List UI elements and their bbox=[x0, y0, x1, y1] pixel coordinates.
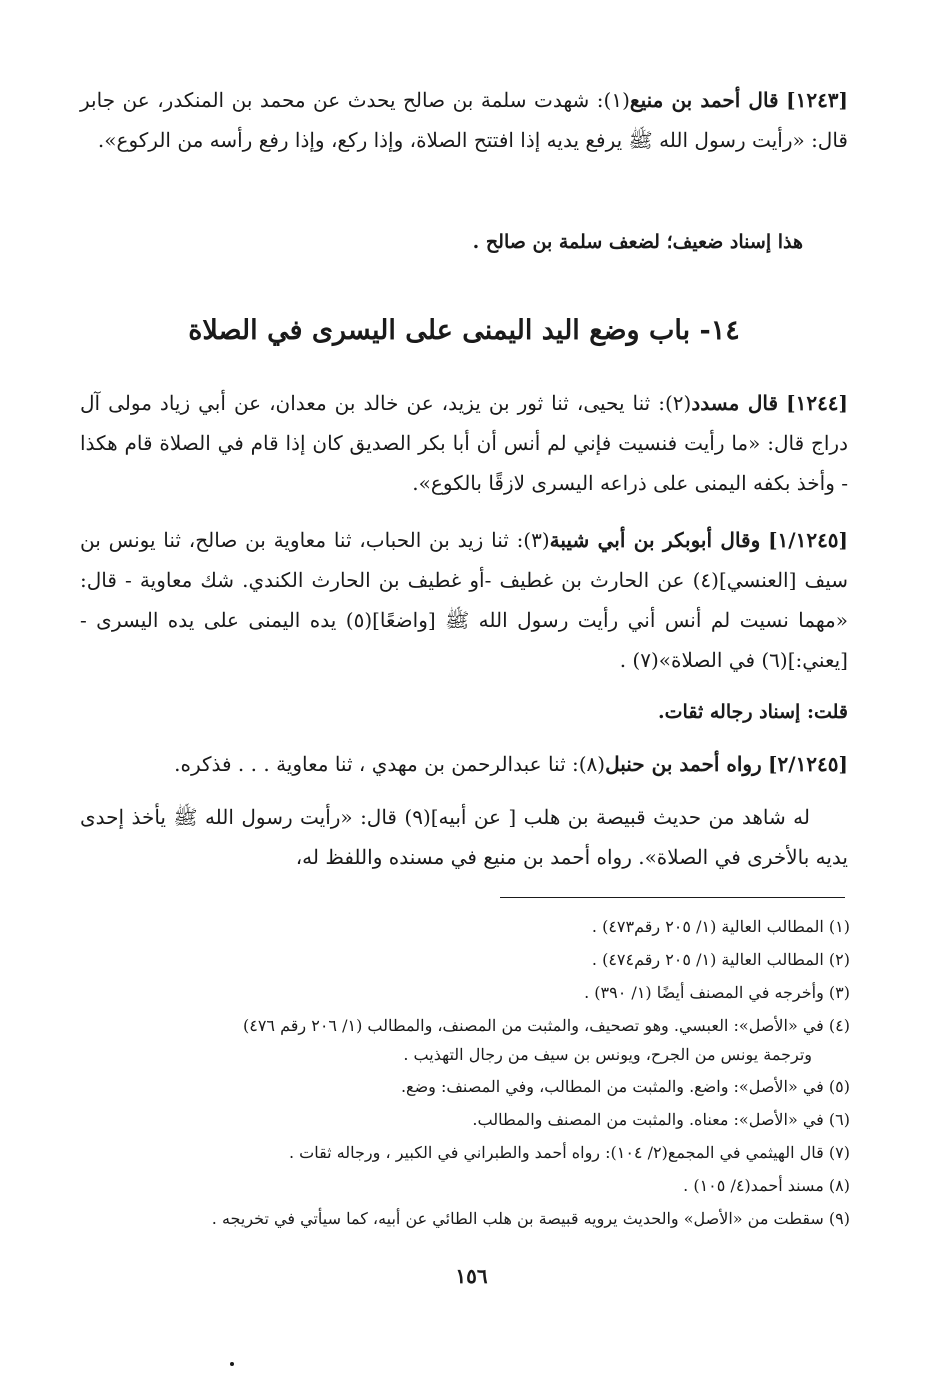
hadith-text: (٢): ثنا يحيى، ثنا ثور بن يزيد، عن خالد بن معدان، عن أبي زياد مولى آل دراج قال: «ما رأيت فنسيت فإني لم أنس أن أبا بكر الصديق كان إذا قام في الصلاة قام هكذا - وأخذ بكفه اليمنى على ذراعه اليسرى لازقًا بالكوع». bbox=[80, 391, 848, 495]
footnote-8: (٨) مسند أحمد(٤/ ١٠٥) . bbox=[683, 1176, 850, 1195]
footnote-7: (٧) قال الهيثمي في المجمع(٢/ ١٠٤): رواه أحمد والطبراني في الكبير ، ورجاله ثقات . bbox=[288, 1143, 850, 1162]
hadith-text: (٨): ثنا عبدالرحمن بن مهدي ، ثنا معاوية . . . فذكره. bbox=[174, 752, 606, 776]
hadith-text: (١): شهدت سلمة بن صالح يحدث عن محمد بن المنكدر، عن جابر قال: «رأيت رسول الله ﷺ يرفع يديه إذا افتتح الصلاة، وإذا ركع، وإذا رفع رأسه من الركوع». bbox=[80, 88, 848, 152]
page-number: ١٥٦ bbox=[455, 1264, 488, 1288]
hadith-number: [١/١٢٤٥] bbox=[768, 528, 849, 552]
footnote-4-continued bbox=[80, 1043, 850, 1067]
narrator: قال أحمد بن منيع bbox=[629, 88, 779, 112]
footnote-9: (٩) سقطت من «الأصل» والحديث يرويه قبيصة بن هلب الطائي عن أبيه، كما سيأتي في تخريجه . bbox=[211, 1209, 850, 1228]
hadith-text: (٣): ثنا زيد بن الحباب، ثنا معاوية بن صالح، ثنا يونس بن سيف [العنسي](٤) عن الحارث بن غطيف -أو غطيف بن الحارث الكندي. شك معاوية - قال: «مهما نسيت لم أنس أني رأيت رسول الله ﷺ [واضعًا](٥) يده اليمنى على يده اليسرى - [يعني:](٦) في الصلاة»(٧) . bbox=[80, 528, 849, 672]
footnote-4-continuation: وترجمة يونس من الجرح، ويونس بن سيف من رجال التهذيب . bbox=[403, 1045, 812, 1064]
narrator: وقال أبوبكر بن أبي شيبة bbox=[549, 528, 761, 552]
hadith-number: [١٢٤٤] bbox=[786, 391, 849, 415]
footnote-5: (٥) في «الأصل»: واضع. والمثبت من المطالب، وفي المصنف: وضع. bbox=[400, 1077, 850, 1096]
hadith-1245-1 bbox=[80, 520, 848, 680]
footnote-4: (٤) في «الأصل»: العبسي. وهو تصحيف، والمثبت من المصنف، والمطالب (١/ ٢٠٦ رقم ٤٧٦) bbox=[242, 1016, 850, 1035]
author-note: قلت: إسناد رجاله ثقات. bbox=[658, 701, 848, 723]
hadith-1245-2 bbox=[80, 744, 848, 784]
hadith-1244 bbox=[80, 383, 848, 503]
hadith-number: [٢/١٢٤٥] bbox=[768, 752, 848, 776]
footnote-3: (٣) وأخرجه في المصنف أيضًا (١/ ٣٩٠) . bbox=[584, 983, 850, 1002]
narrator: قال مسدد bbox=[691, 391, 779, 415]
witness-paragraph: له شاهد من حديث قبيصة بن هلب [ عن أبيه](٩) قال: «رأيت رسول الله ﷺ يأخذ إحدى يديه بالأخرى في الصلاة». رواه أحمد بن منيع في مسنده واللفظ له، bbox=[80, 805, 848, 869]
footnote-separator bbox=[500, 897, 845, 898]
footnote-6: (٦) في «الأصل»: معناه. والمثبت من المصنف والمطالب. bbox=[472, 1110, 850, 1129]
scan-speck bbox=[230, 1362, 234, 1366]
grade-1243: هذا إسناد ضعيف؛ لضعف سلمة بن صالح . bbox=[472, 231, 803, 253]
narrator: رواه أحمد بن حنبل bbox=[605, 752, 762, 776]
hadith-number: [١٢٤٣] bbox=[786, 88, 849, 112]
chapter-heading: ١٤- باب وضع اليد اليمنى على اليسرى في الصلاة bbox=[188, 315, 740, 346]
footnote-2: (٢) المطالب العالية (١/ ٢٠٥ رقم٤٧٤) . bbox=[591, 950, 850, 969]
footnote-1: (١) المطالب العالية (١/ ٢٠٥ رقم٤٧٣) . bbox=[591, 917, 850, 936]
hadith-1243 bbox=[80, 80, 848, 160]
